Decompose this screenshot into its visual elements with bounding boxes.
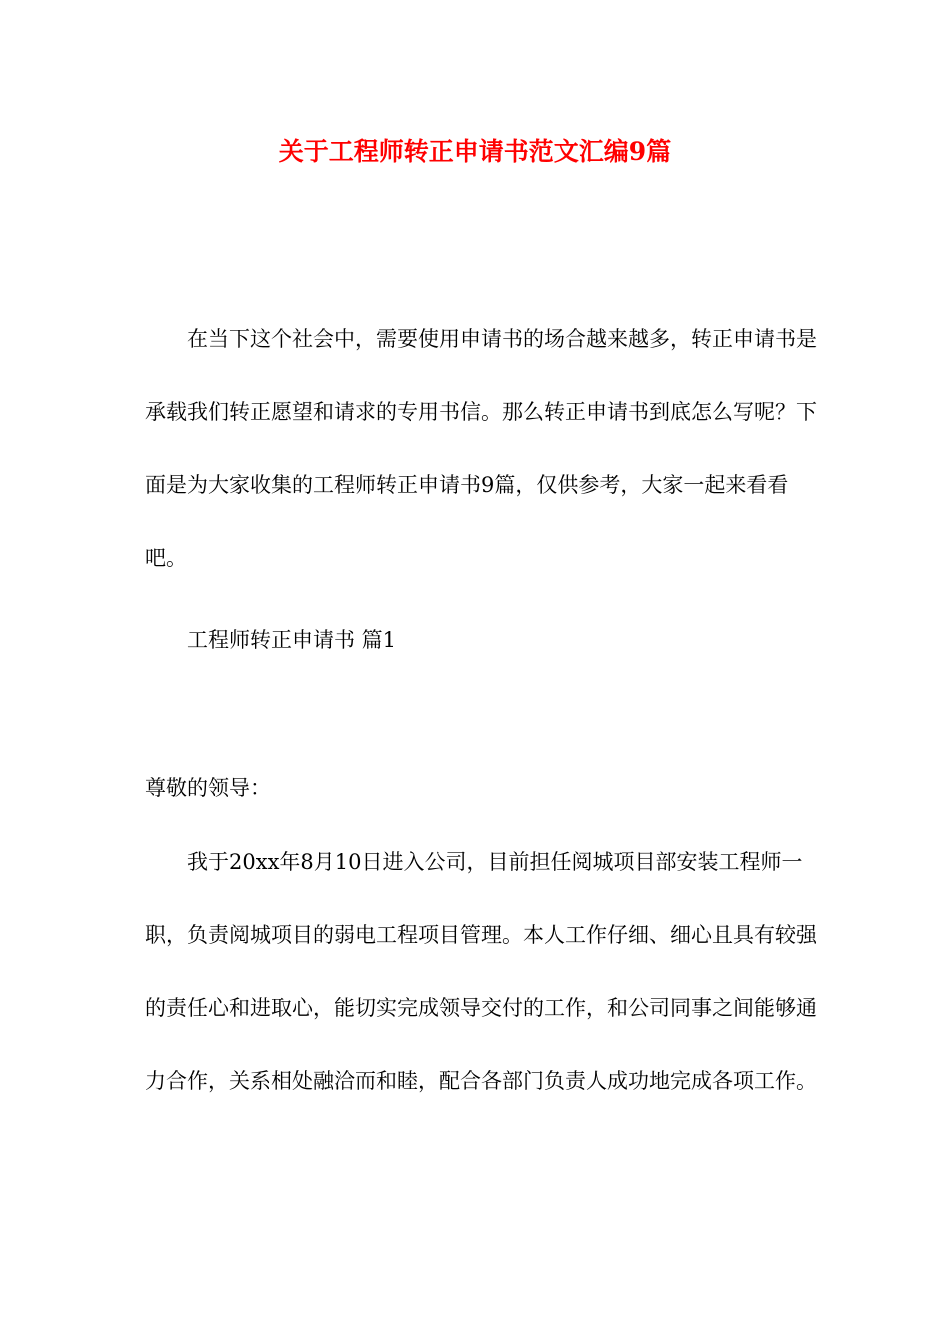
salutation: 尊敬的领导： (145, 776, 271, 800)
body-paragraph: 我于20xx年8月10日进入公司，目前担任阅城项目部安装工程师一职，负责阅城项目的弱电工程项目管理。本人工作仔细、细心且具有较强的责任心和进取心，能切实完成领导交付的工作，和公司同事之间能够通力合作，关系相处融洽而和睦，配合各部门负责人成功地完成各项工作。 (145, 850, 817, 1093)
section-heading: 工程师转正申请书 篇1 (187, 628, 397, 652)
intro-paragraph: 在当下这个社会中，需要使用申请书的场合越来越多，转正申请书是承载我们转正愿望和请求的专用书信。那么转正申请书到底怎么写呢？下面是为大家收集的工程师转正申请书9篇，仅供参考，大家一起来看看吧。 (145, 327, 817, 570)
document-title: 关于工程师转正申请书范文汇编9篇 (278, 137, 672, 166)
